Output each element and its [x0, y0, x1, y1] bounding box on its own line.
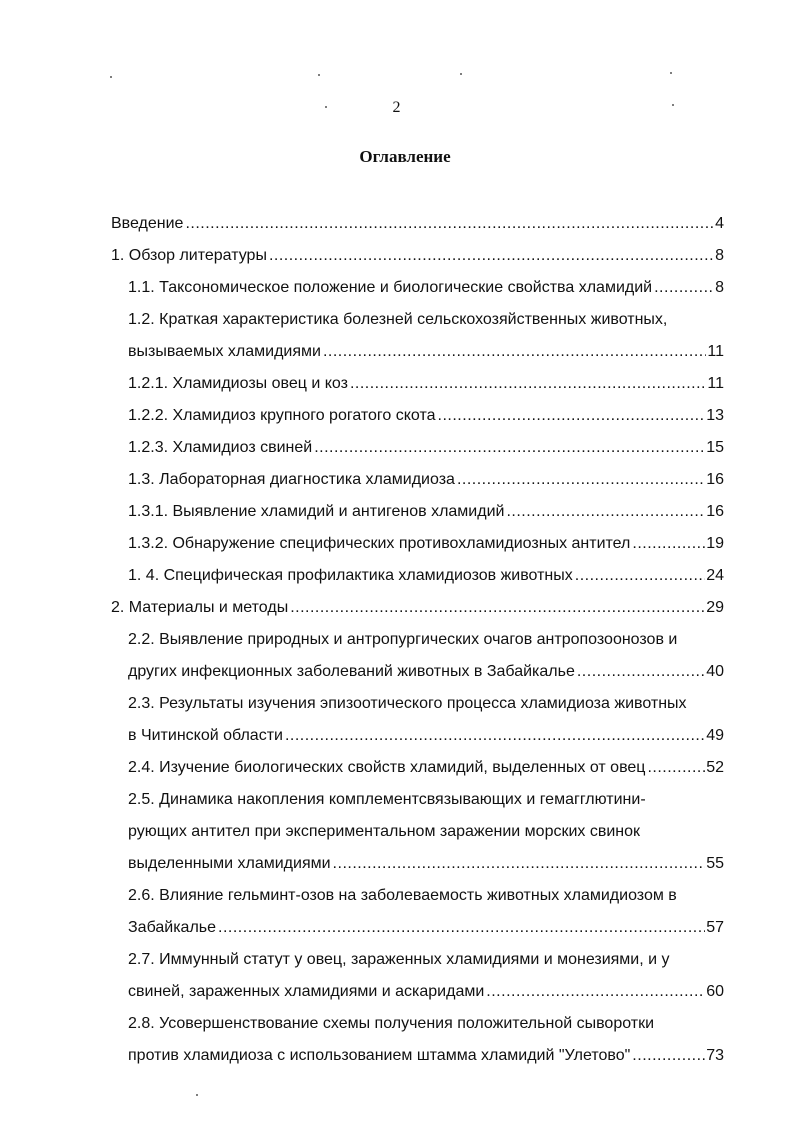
toc-dot-leader [632, 1040, 705, 1072]
toc-line [128, 912, 724, 944]
toc-dot-leader [218, 912, 705, 944]
toc-line [128, 400, 724, 432]
toc-entry[interactable] [0, 368, 793, 400]
toc-entry[interactable] [0, 560, 793, 592]
toc-page-number: 16 [706, 471, 724, 488]
toc-entry-title: 1.2.1. Хламидиозы овец и коз [128, 375, 348, 392]
toc-entry-title: 2.2. Выявление природных и антропургических очагов антропозоонозов и [128, 631, 678, 648]
toc-line [128, 944, 724, 976]
toc-entry-title: 2.8. Усовершенствование схемы получения положительной сыворотки [128, 1015, 655, 1032]
toc-line [128, 656, 724, 688]
toc-entry-title: 1.2.2. Хламидиоз крупного рогатого скота [128, 407, 436, 424]
toc-line [128, 464, 724, 496]
toc-entry-title: выделенными хламидиями [128, 855, 331, 872]
toc-line [128, 848, 724, 880]
toc-line [128, 784, 724, 816]
toc-page-number: 29 [706, 599, 724, 616]
toc-entry[interactable] [0, 496, 793, 528]
scan-speck [670, 72, 672, 74]
toc-entry-title: 1.2.3. Хламидиоз свиней [128, 439, 313, 456]
toc-page-number: 49 [706, 727, 724, 744]
toc-line [128, 976, 724, 1008]
toc-page-number: 24 [706, 567, 724, 584]
toc-page-number: 11 [707, 343, 724, 360]
toc-dot-leader [438, 400, 706, 432]
toc-line [111, 208, 724, 240]
toc-entry[interactable] [0, 624, 793, 688]
toc-entry[interactable] [0, 880, 793, 944]
toc-line [128, 368, 724, 400]
toc-dot-leader [333, 848, 706, 880]
page-number: 2 [392, 99, 401, 116]
toc-line [128, 304, 724, 336]
toc-entry[interactable] [0, 592, 793, 624]
toc-entry[interactable] [0, 272, 793, 304]
toc-dot-leader [290, 592, 705, 624]
toc-line [128, 624, 724, 656]
toc-dot-leader [457, 464, 705, 496]
toc-page-number: 19 [706, 535, 724, 552]
toc-entry[interactable] [0, 240, 793, 272]
toc-entry-title: других инфекционных заболеваний животных в Забайкалье [128, 663, 575, 680]
scan-speck [196, 1094, 198, 1096]
toc-entry-title: против хламидиоза с использованием штамма хламидий "Улетово" [128, 1047, 631, 1064]
scan-speck [318, 74, 320, 76]
toc-dot-leader [632, 528, 705, 560]
toc-entry-title: 1.3. Лабораторная диагностика хламидиоза [128, 471, 455, 488]
toc-page-number: 55 [706, 855, 724, 872]
toc-entry-title: 1.3.2. Обнаружение специфических противохламидиозных антител [128, 535, 631, 552]
toc-dot-leader [647, 752, 705, 784]
scan-speck [460, 73, 462, 75]
toc-line [128, 528, 724, 560]
toc-entry-title: свиней, зараженных хламидиями и аскаридами [128, 983, 485, 1000]
toc-entry[interactable] [0, 688, 793, 752]
toc-page-number: 13 [706, 407, 724, 424]
toc-page-number: 15 [706, 439, 724, 456]
toc-dot-leader [314, 432, 705, 464]
toc-page-number: 8 [715, 247, 724, 264]
toc-entry-title: Введение [111, 215, 184, 232]
toc-entry-title: 2.7. Иммунный статут у овец, зараженных хламидиями и монезиями, и у [128, 951, 670, 968]
toc-entry-title: 1.3.1. Выявление хламидий и антигенов хламидий [128, 503, 505, 520]
toc-entry-title: 1.2. Краткая характеристика болезней сельскохозяйственных животных, [128, 311, 668, 328]
toc-entry[interactable] [0, 528, 793, 560]
table-of-contents [0, 208, 793, 1072]
toc-page-number: 4 [715, 215, 724, 232]
toc-line [128, 560, 724, 592]
toc-entry[interactable] [0, 752, 793, 784]
toc-line [111, 240, 724, 272]
toc-entry-title: 1.1. Таксономическое положение и биологические свойства хламидий [128, 279, 653, 296]
page-title: Оглавление [359, 147, 451, 166]
toc-entry[interactable] [0, 464, 793, 496]
toc-dot-leader [323, 336, 706, 368]
toc-line [128, 496, 724, 528]
toc-entry[interactable] [0, 432, 793, 464]
toc-entry-title: в Читинской области [128, 727, 283, 744]
toc-line [128, 336, 724, 368]
toc-page-number: 73 [706, 1047, 724, 1064]
toc-dot-leader [575, 560, 705, 592]
toc-dot-leader [185, 208, 714, 240]
toc-line [128, 432, 724, 464]
toc-entry-title: рующих антител при экспериментальном заражении морских свинок [128, 823, 641, 840]
toc-line [128, 816, 724, 848]
toc-entry-title: 1. Обзор литературы [111, 247, 267, 264]
toc-entry-title: 2. Материалы и методы [111, 599, 289, 616]
toc-line [128, 688, 724, 720]
toc-entry-title: 2.5. Динамика накопления комплементсвязывающих и гемагглютини- [128, 791, 646, 808]
toc-page-number: 11 [707, 375, 724, 392]
toc-page-number: 57 [706, 919, 724, 936]
toc-entry-title: вызываемых хламидиями [128, 343, 321, 360]
toc-entry[interactable] [0, 1008, 793, 1072]
toc-entry-title: Забайкалье [128, 919, 217, 936]
toc-dot-leader [577, 656, 705, 688]
toc-page-number: 52 [706, 759, 724, 776]
toc-line [111, 592, 724, 624]
toc-dot-leader [350, 368, 706, 400]
scan-speck [672, 104, 674, 106]
toc-entry[interactable] [0, 944, 793, 1008]
toc-entry[interactable] [0, 208, 793, 240]
toc-page-number: 16 [706, 503, 724, 520]
toc-page-number: 40 [706, 663, 724, 680]
toc-entry[interactable] [0, 784, 793, 880]
toc-entry-title: 2.6. Влияние гельминт-озов на заболеваемость животных хламидиозом в [128, 887, 677, 904]
toc-line [128, 1040, 724, 1072]
scan-speck [110, 76, 112, 78]
toc-line [128, 1008, 724, 1040]
toc-dot-leader [506, 496, 705, 528]
toc-entry[interactable] [0, 304, 793, 368]
toc-line [128, 272, 724, 304]
toc-line [128, 880, 724, 912]
toc-entry[interactable] [0, 400, 793, 432]
toc-dot-leader [486, 976, 705, 1008]
toc-entry-title: 1. 4. Специфическая профилактика хламидиозов животных [128, 567, 573, 584]
toc-page-number: 8 [715, 279, 724, 296]
toc-line [128, 720, 724, 752]
toc-page-number: 60 [706, 983, 724, 1000]
toc-line [128, 752, 724, 784]
scan-speck [325, 106, 327, 108]
toc-dot-leader [285, 720, 705, 752]
toc-dot-leader [654, 272, 714, 304]
toc-dot-leader [269, 240, 714, 272]
toc-entry-title: 2.3. Результаты изучения эпизоотического процесса хламидиоза животных [128, 695, 687, 712]
toc-entry-title: 2.4. Изучение биологических свойств хламидий, выделенных от овец [128, 759, 646, 776]
